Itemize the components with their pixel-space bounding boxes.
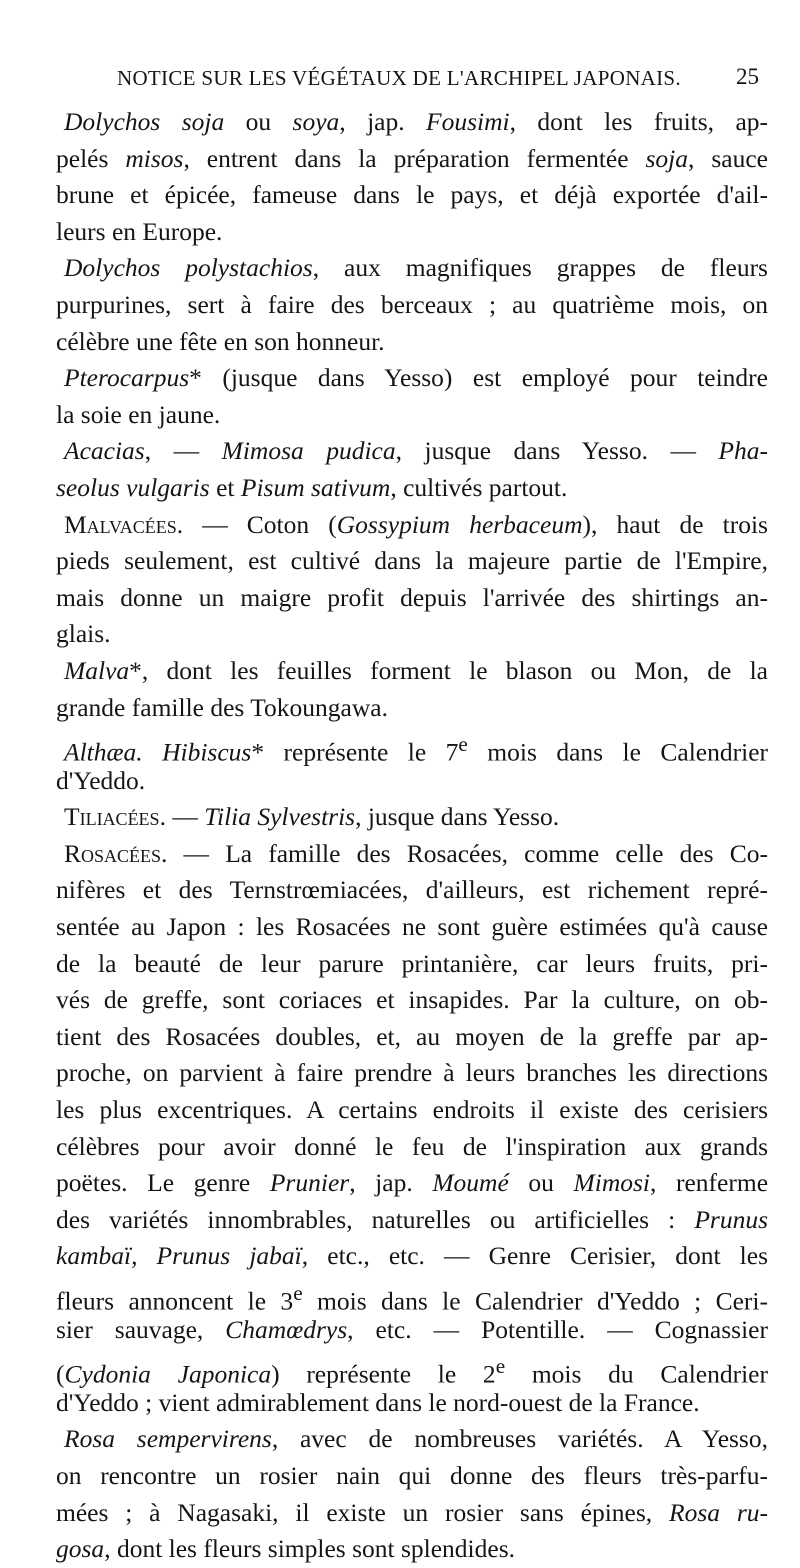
text-span: e [495, 1354, 506, 1379]
text-span: ( [56, 1359, 65, 1389]
italic-text: Moumé [432, 1168, 509, 1198]
text-line [56, 397, 768, 434]
text-line [56, 1458, 768, 1495]
text-span: brune et épicée, fameuse dans le pays, et déjà exportée d'ail- [56, 180, 768, 210]
text-span: , dont les fleurs simples sont splendides. [104, 1534, 515, 1564]
text-span: purpurines, sert à faire des berceaux ; au quatrième mois, on [56, 289, 768, 319]
text-line [56, 836, 768, 873]
text-span: * (jusque dans Yesso) est employé pour teindre [189, 363, 768, 393]
body-text [56, 104, 768, 1568]
text-line [56, 1275, 768, 1316]
text-span: e [293, 1281, 303, 1305]
text-span: on rencontre un rosier nain qui donne des fleurs très-parfu- [56, 1460, 768, 1490]
text-span: glais. [56, 619, 111, 649]
text-line [56, 1165, 768, 1202]
text-span: — [165, 802, 205, 832]
italic-text: Chamœdrys [225, 1314, 348, 1344]
italic-text: Gossypium herbaceum [336, 509, 583, 539]
text-line [56, 946, 768, 983]
text-line [56, 1129, 768, 1166]
italic-text: gosa [56, 1534, 105, 1564]
text-span: ou [508, 1168, 574, 1198]
text-line [56, 324, 768, 361]
text-span: , sauce [688, 143, 768, 173]
text-span: , dont les fruits, ap- [509, 107, 769, 136]
text-span: e [458, 732, 468, 757]
text-span: mois dans le Calendrier [467, 737, 769, 767]
text-span: ) représente le 2 [271, 1359, 496, 1389]
text-line [56, 653, 768, 690]
text-span: sier sauvage, [56, 1314, 226, 1344]
text-line [56, 1312, 768, 1349]
text-line [56, 250, 768, 287]
text-span: pieds seulement, est cultivé dans la majeure partie de l'Empire, [56, 546, 768, 576]
small-caps-text: Malvacées. [64, 509, 184, 539]
text-span: vés de greffe, sont coriaces et insapides. Par la culture, on ob- [56, 985, 768, 1015]
text-span: mées ; à Nagasaki, il existe un rosier sans épines, [56, 1497, 669, 1527]
text-span: d'Yeddo ; vient admirablement dans le nord-ouest de la France. [56, 1387, 700, 1417]
page-number: 25 [736, 64, 759, 89]
text-line [56, 580, 768, 617]
italic-text: Mimosa pudica [221, 436, 396, 466]
text-span: , renferme [650, 1168, 769, 1198]
text-line [56, 177, 768, 214]
text-span: mois du Calendrier [505, 1359, 768, 1389]
text-span: , jap. [339, 107, 427, 136]
text-line [56, 799, 768, 836]
text-line [56, 1495, 768, 1532]
small-caps-text: Rosacées. [64, 838, 168, 868]
text-span: fleurs annoncent le 3 [56, 1286, 294, 1316]
italic-text: kambaï, Prunus jabaï [56, 1241, 302, 1271]
text-line [56, 1385, 768, 1422]
text-line [56, 507, 768, 544]
italic-text: Althæa. Hibiscus [64, 737, 252, 767]
text-line [56, 726, 769, 767]
italic-text: Pisum sativum [240, 472, 391, 502]
text-span: de la beauté de leur parure printanière, car leurs fruits, pri- [56, 948, 768, 978]
text-span: ou [224, 107, 293, 136]
text-span: * représente le 7 [251, 737, 459, 767]
italic-text: seolus vulgaris [56, 472, 210, 502]
text-line [56, 214, 768, 251]
text-line [56, 1202, 768, 1239]
italic-text: Rosa ru- [669, 1497, 768, 1527]
text-line [56, 982, 768, 1019]
italic-text: Mimosi [573, 1168, 651, 1198]
text-span: et [209, 472, 241, 502]
text-line [56, 360, 768, 397]
text-span: les plus excentriques. A certains endroits il existe des cerisiers [56, 1095, 768, 1125]
italic-text: Tilia Sylvestris [204, 802, 356, 832]
text-line [56, 763, 768, 800]
text-line [56, 872, 768, 909]
text-line [56, 1238, 768, 1275]
text-line [56, 690, 768, 727]
text-span: , — [144, 436, 222, 466]
text-span: ), haut de trois [582, 509, 768, 539]
text-line [56, 470, 768, 507]
italic-text: Fousimi [426, 107, 510, 136]
text-span: leurs en Europe. [56, 216, 223, 246]
text-span: la soie en jaune. [56, 399, 221, 429]
text-span: , avec de nombreuses variétés. A Yesso, [271, 1424, 768, 1454]
text-span: mois dans le Calendrier d'Yeddo ; Ceri- [302, 1286, 768, 1316]
italic-text: Prunus [694, 1204, 768, 1234]
running-title: NOTICE SUR LES VÉGÉTAUX DE L'ARCHIPEL JAPONAIS. [117, 66, 681, 90]
text-span: célèbre une fête en son honneur. [56, 326, 385, 356]
italic-text: Acacias [64, 436, 145, 466]
text-span: , jap. [349, 1168, 433, 1198]
text-line [56, 1531, 768, 1568]
small-caps-text: Tiliacées. [64, 802, 166, 832]
text-line [56, 141, 768, 178]
text-span: proche, on parvient à faire prendre à leurs branches les directions [56, 1058, 768, 1088]
italic-text: Prunier [269, 1168, 350, 1198]
italic-text: Dolychos polystachios [64, 253, 313, 283]
text-line [56, 616, 768, 653]
text-span: mais donne un maigre profit depuis l'arrivée des shirtings an- [56, 582, 768, 612]
text-span: , jusque dans Yesso. — [395, 436, 719, 466]
text-line [56, 909, 768, 946]
text-line [56, 433, 768, 470]
text-line [56, 543, 768, 580]
text-line [56, 287, 768, 324]
text-span: , aux magnifiques grappes de fleurs [312, 253, 768, 283]
text-span: sentée au Japon : les Rosacées ne sont guère estimées qu'à cause [56, 912, 768, 942]
text-span: , entrent dans la préparation fermentée [183, 143, 646, 173]
text-span: poëtes. Le genre [56, 1168, 270, 1198]
text-span: , etc., etc. — Genre Cerisier, dont les [301, 1241, 768, 1271]
italic-text: Malva [64, 655, 130, 685]
text-line [56, 104, 768, 141]
text-span: *, dont les feuilles forment le blason ou Mon, de la [129, 655, 768, 685]
text-span: , cultivés partout. [390, 472, 568, 502]
italic-text: Pterocarpus [64, 363, 190, 393]
text-span: nifères et des Ternstrœmiacées, d'ailleurs, est richement repré- [56, 875, 768, 905]
text-line [56, 1055, 768, 1092]
text-line [56, 1092, 768, 1129]
italic-text: Rosa sempervirens [64, 1424, 272, 1454]
text-line [56, 1348, 768, 1389]
text-span: célèbres pour avoir donné le feu de l'inspiration aux grands [56, 1131, 768, 1161]
italic-text: misos [125, 143, 184, 173]
text-span: , etc. — Potentille. — Cognassier [347, 1314, 768, 1344]
text-span: , jusque dans Yesso. [355, 802, 560, 832]
text-span: — Coton ( [183, 509, 337, 539]
text-span: — La famille des Rosacées, comme celle des Co- [167, 838, 768, 868]
text-span: grande famille des Tokoungawa. [56, 692, 388, 722]
italic-text: Pha- [718, 436, 768, 466]
text-line [56, 1019, 768, 1056]
italic-text: soya [292, 107, 340, 136]
text-span: pelés [56, 143, 126, 173]
italic-text: Cydonia Japonica [64, 1359, 272, 1389]
text-line [56, 1421, 768, 1458]
italic-text: Dolychos soja [64, 107, 225, 136]
text-span: des variétés innombrables, naturelles ou artificielles : [56, 1204, 695, 1234]
italic-text: soja [645, 143, 689, 173]
text-span: tient des Rosacées doubles, et, au moyen de la greffe par ap- [56, 1021, 768, 1051]
text-span: d'Yeddo. [56, 765, 146, 795]
